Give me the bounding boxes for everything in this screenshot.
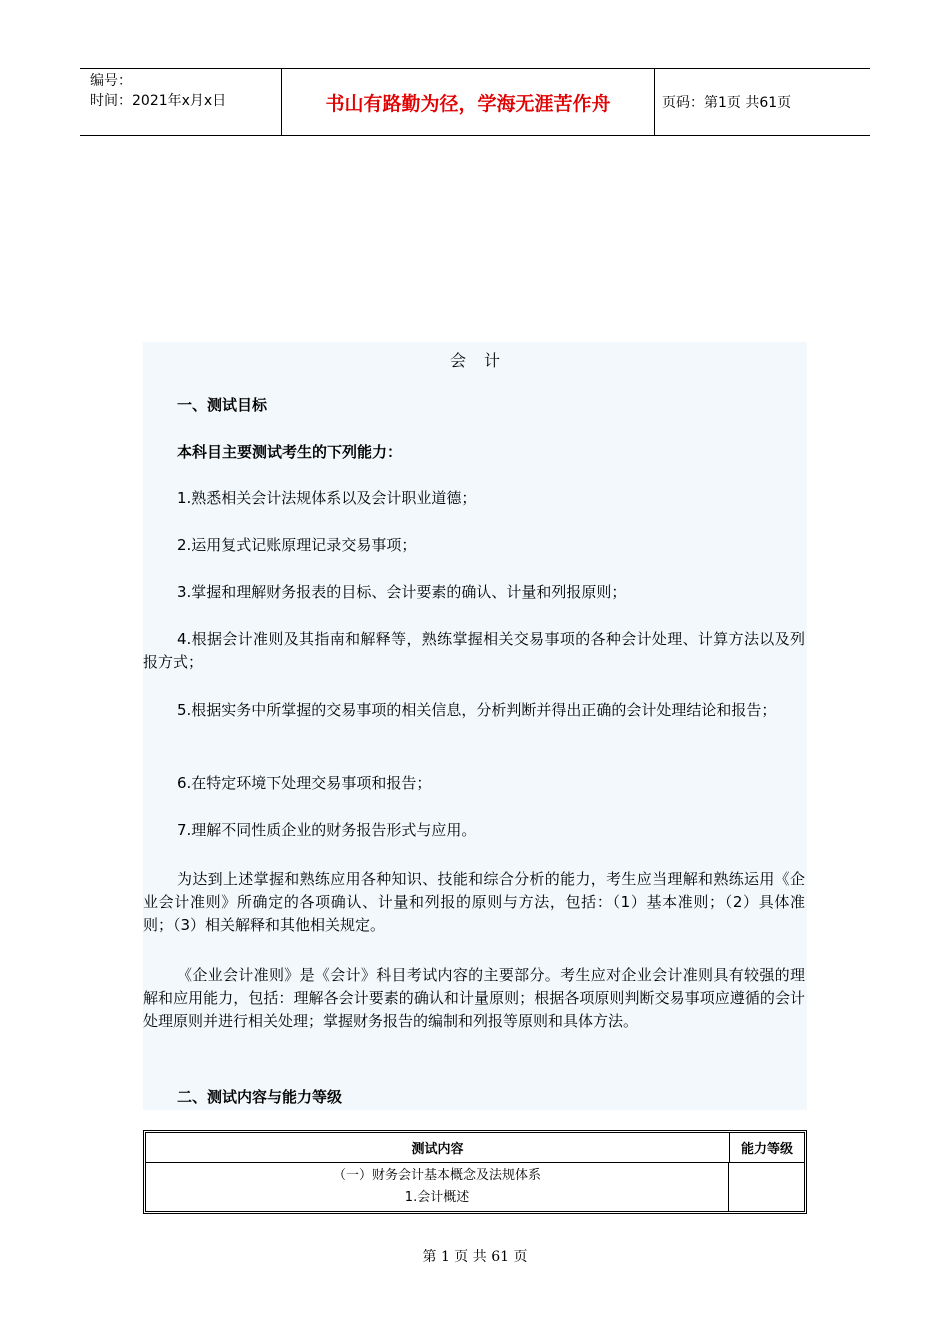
number-label: 编号： (90, 73, 132, 89)
section2-heading: 二、测试内容与能力等级 (177, 1088, 343, 1106)
table-row (146, 1163, 729, 1211)
table-header-content: 测试内容 (146, 1133, 730, 1163)
list-item: 6.在特定环境下处理交易事项和报告； (177, 774, 432, 792)
list-item: 2.运用复式记账原理记录交易事项； (177, 536, 417, 554)
paragraph: 《企业会计准则》是《会计》科目考试内容的主要部分。考生应对企业会计准则具有较强的理解和应用能力，包括：理解各会计要素的确认和计量原则；根据各项原则判断交易事项应遵循的会计处理原则并进行相关处理；掌握财务报告的编制和列报等原则和具体方法。 (143, 966, 805, 1030)
time-label: 时间：2021年x月x日 (90, 93, 227, 109)
section1-heading: 一、测试目标 (177, 396, 268, 414)
intro-text: 本科目主要测试考生的下列能力： (177, 443, 403, 461)
list-item: 5.根据实务中所掌握的交易事项的相关信息，分析判断并得出正确的会计处理结论和报告； (177, 701, 777, 719)
list-item: 1.熟悉相关会计法规体系以及会计职业道德； (177, 489, 477, 507)
content-panel (143, 342, 807, 1110)
header-motto: 书山有路勤为径，学海无涯苦作舟 (281, 69, 655, 135)
table-cell-topic: 1.会计概述 (404, 1190, 470, 1205)
list-item: 3.掌握和理解财务报表的目标、会计要素的确认、计量和列报原则； (177, 583, 627, 601)
table-header-level: 能力等级 (730, 1133, 804, 1163)
header-meta (80, 69, 280, 135)
document-title: 会计 (449, 351, 518, 370)
page-footer: 第 1 页 共 61 页 (422, 1249, 528, 1265)
list-item: 4.根据会计准则及其指南和解释等，熟练掌握相关交易事项的各种会计处理、计算方法以及列报方式； (143, 630, 805, 671)
list-item: 7.理解不同性质企业的财务报告形式与应用。 (177, 821, 477, 839)
header-page-info: 页码：第1页 共61页 (662, 95, 792, 111)
table-cell-category: （一）财务会计基本概念及法规体系 (332, 1168, 541, 1183)
content-table (143, 1130, 807, 1214)
table-cell-level (730, 1163, 804, 1211)
page-header (80, 68, 870, 136)
paragraph: 为达到上述掌握和熟练应用各种知识、技能和综合分析的能力，考生应当理解和熟练运用《企业会计准则》所确定的各项确认、计量和列报的原则与方法，包括：（1）基本准则；（2）具体准则；（3）相关解释和其他相关规定。 (143, 870, 805, 934)
